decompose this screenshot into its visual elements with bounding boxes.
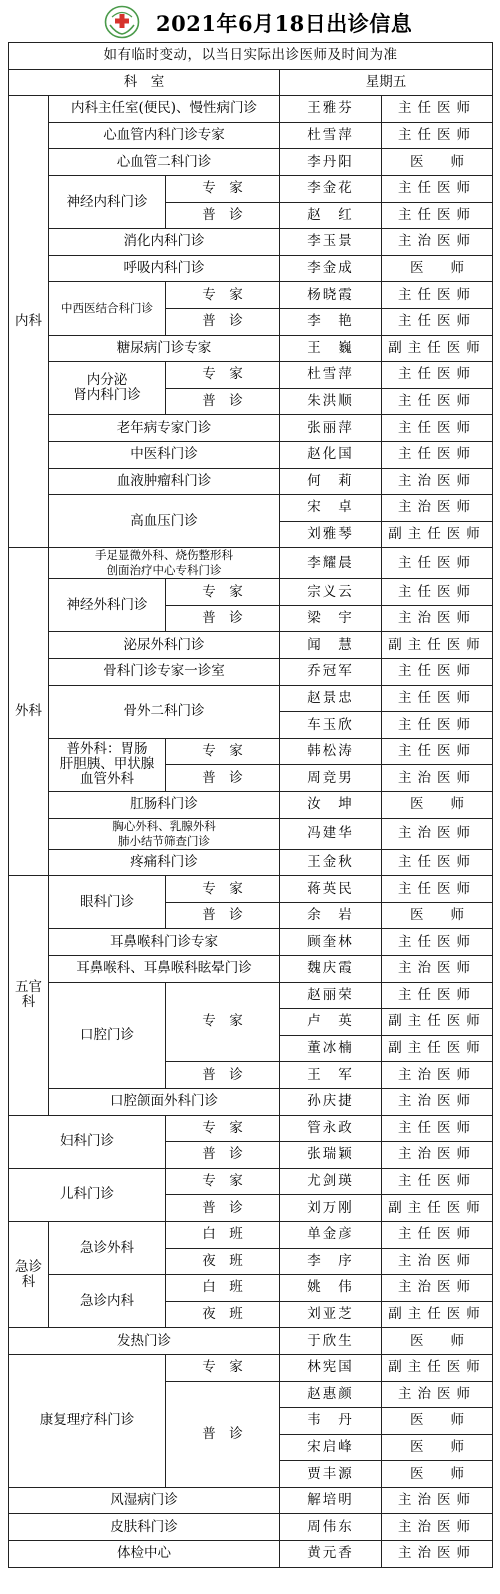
table-row: [9, 1487, 493, 1514]
table-row: [9, 495, 493, 522]
doctor-name: 闻 慧: [280, 632, 382, 659]
visit-type: 专 家: [166, 876, 280, 903]
doctor-name: 王 军: [280, 1062, 382, 1089]
doctor-title: 医 师: [382, 1434, 493, 1461]
table-row: [9, 415, 493, 442]
doctor-name: 赵惠颜: [280, 1381, 382, 1408]
dept-name: 儿科门诊: [9, 1168, 166, 1221]
doctor-name: 余 岩: [280, 902, 382, 929]
doctor-name: 李金成: [280, 255, 382, 282]
dept-name-line: 肺小结节筛查门诊: [118, 833, 210, 848]
doctor-name: 王 巍: [280, 335, 382, 362]
doctor-name: 魏庆霞: [280, 956, 382, 983]
doctor-name: 周竞男: [280, 765, 382, 792]
table-row: [9, 282, 493, 309]
doctor-name: 王雅芬: [280, 96, 382, 123]
visit-type: 夜 班: [166, 1248, 280, 1275]
table-row: [9, 335, 493, 362]
doctor-title: 主治医师: [382, 468, 493, 495]
dept-name-line: 肝胆胰、甲状腺: [59, 756, 155, 773]
dept-name: 骨外二科门诊: [49, 685, 280, 738]
day-header: 星期五: [280, 69, 493, 96]
visit-type: 普 诊: [166, 308, 280, 335]
doctor-name: 宋 卓: [280, 495, 382, 522]
visit-type: 夜 班: [166, 1301, 280, 1328]
dept-name: [49, 362, 166, 415]
doctor-title: 主任医师: [382, 659, 493, 686]
table-row: [9, 1168, 493, 1195]
dept-name: 风湿病门诊: [9, 1487, 280, 1514]
doctor-title: 主任医师: [382, 712, 493, 739]
dept-name-line: 普外科：胃肠: [66, 741, 148, 758]
doctor-name: 车玉欣: [280, 712, 382, 739]
doctor-name: 韩松涛: [280, 738, 382, 765]
table-row: [9, 1221, 493, 1248]
doctor-title: 副主任医师: [382, 335, 493, 362]
doctor-title: 主任医师: [382, 1115, 493, 1142]
table-row: [9, 468, 493, 495]
dept-name: [49, 738, 166, 791]
category-neike: 内科: [9, 96, 49, 548]
table-row: [9, 1541, 493, 1568]
doctor-name: 冯建华: [280, 818, 382, 849]
doctor-title: 主任医师: [382, 175, 493, 202]
doctor-name: 李耀晨: [280, 548, 382, 579]
table-row: [9, 849, 493, 876]
doctor-title: 主任医师: [382, 96, 493, 123]
dept-name: [49, 818, 280, 849]
dept-name: 高血压门诊: [49, 495, 280, 548]
dept-name: 康复理疗科门诊: [9, 1354, 166, 1487]
visit-type: 专 家: [166, 282, 280, 309]
doctor-name: 于欣生: [280, 1328, 382, 1355]
doctor-name: 宋启峰: [280, 1434, 382, 1461]
doctor-name: 杨晓霞: [280, 282, 382, 309]
doctor-name: 周伟东: [280, 1514, 382, 1541]
dept-name: 耳鼻喉科门诊专家: [49, 929, 280, 956]
visit-type: 专 家: [166, 175, 280, 202]
doctor-title: 主任医师: [382, 441, 493, 468]
doctor-name: 解培明: [280, 1487, 382, 1514]
dept-header: 科 室: [9, 69, 280, 96]
table-row: [9, 1354, 493, 1381]
table-row: [9, 255, 493, 282]
doctor-title: 副主任医师: [382, 521, 493, 548]
visit-type: 普 诊: [166, 1062, 280, 1089]
doctor-name: 单金彦: [280, 1221, 382, 1248]
dept-name: 内科主任室(便民)、慢性病门诊: [49, 96, 280, 123]
doctor-name: 梁 宇: [280, 605, 382, 632]
dept-name: 神经内科门诊: [49, 175, 166, 228]
visit-type: 专 家: [166, 1168, 280, 1195]
table-row: [9, 685, 493, 712]
doctor-name: 蒋英民: [280, 876, 382, 903]
doctor-title: 主治医师: [382, 1088, 493, 1115]
table-row: [9, 441, 493, 468]
table-row: [9, 659, 493, 686]
dept-name: 心血管二科门诊: [49, 149, 280, 176]
doctor-name: 顾奎林: [280, 929, 382, 956]
doctor-name: 赵 红: [280, 202, 382, 229]
doctor-title: 副主任医师: [382, 632, 493, 659]
dept-name-line: 创面治疗中心专科门诊: [106, 563, 222, 578]
dept-name: 发热门诊: [9, 1328, 280, 1355]
dept-name-line: 肾内科门诊: [73, 387, 141, 404]
doctor-name: 黄元香: [280, 1541, 382, 1568]
table-row: [9, 1514, 493, 1541]
visit-type: 专 家: [166, 1115, 280, 1142]
table-row: [9, 548, 493, 579]
table-row: [9, 1088, 493, 1115]
doctor-name: 何 莉: [280, 468, 382, 495]
doctor-name: 李 艳: [280, 308, 382, 335]
dept-name: 神经外科门诊: [49, 579, 166, 632]
visit-type: 专 家: [166, 738, 280, 765]
dept-name-line: 胸心外科、乳腺外科: [112, 818, 216, 833]
dept-name: 皮肤科门诊: [9, 1514, 280, 1541]
doctor-title: 主治医师: [382, 956, 493, 983]
schedule-table: [8, 42, 493, 1568]
doctor-name: 李玉景: [280, 229, 382, 256]
table-row: [9, 362, 493, 389]
visit-type: 白 班: [166, 1221, 280, 1248]
notice-text: 如有临时变动，以当日实际出诊医师及时间为准: [9, 43, 493, 70]
category-waike: 外科: [9, 548, 49, 876]
dept-name-line: 手足显微外科、烧伤整形科: [95, 548, 233, 563]
dept-name: 血液肿瘤科门诊: [49, 468, 280, 495]
dept-name: 急诊内科: [49, 1275, 166, 1328]
doctor-title: 主任医师: [382, 685, 493, 712]
doctor-title: 主治医师: [382, 1514, 493, 1541]
visit-type: 普 诊: [166, 1381, 280, 1487]
doctor-name: 贾丰源: [280, 1461, 382, 1488]
doctor-title: 副主任医师: [382, 1009, 493, 1036]
table-row: [9, 96, 493, 123]
doctor-title: 主治医师: [382, 818, 493, 849]
doctor-title: 医 师: [382, 792, 493, 819]
visit-type: 普 诊: [166, 902, 280, 929]
doctor-name: 赵景忠: [280, 685, 382, 712]
dept-name: 口腔门诊: [49, 982, 166, 1088]
visit-type: 专 家: [166, 1354, 280, 1381]
dept-name: 呼吸内科门诊: [49, 255, 280, 282]
doctor-name: 杜雪萍: [280, 122, 382, 149]
visit-type: 普 诊: [166, 1142, 280, 1169]
doctor-name: 卢 英: [280, 1009, 382, 1036]
doctor-title: 医 师: [382, 149, 493, 176]
doctor-title: 主治医师: [382, 495, 493, 522]
doctor-name: 韦 丹: [280, 1408, 382, 1435]
header: [8, 0, 492, 42]
hospital-logo-icon: [104, 5, 140, 39]
visit-type: 普 诊: [166, 765, 280, 792]
doctor-title: 副主任医师: [382, 1354, 493, 1381]
doctor-name: 林宪国: [280, 1354, 382, 1381]
header-row: [9, 69, 493, 96]
doctor-title: 副主任医师: [382, 1195, 493, 1222]
doctor-title: 主治医师: [382, 1062, 493, 1089]
doctor-title: 主任医师: [382, 579, 493, 606]
table-row: [9, 122, 493, 149]
dept-name: 中西医结合科门诊: [49, 282, 166, 335]
doctor-title: 主治医师: [382, 229, 493, 256]
dept-name: [49, 548, 280, 579]
table-row: [9, 632, 493, 659]
table-row: [9, 1328, 493, 1355]
dept-name-line: 内分泌: [86, 372, 128, 389]
doctor-title: 医 师: [382, 902, 493, 929]
doctor-name: 赵化国: [280, 441, 382, 468]
doctor-name: 朱洪顺: [280, 388, 382, 415]
dept-name: 耳鼻喉科、耳鼻喉科眩晕门诊: [49, 956, 280, 983]
table-row: [9, 929, 493, 956]
dept-name: 老年病专家门诊: [49, 415, 280, 442]
doctor-title: 主治医师: [382, 1248, 493, 1275]
table-row: [9, 792, 493, 819]
visit-type: 专 家: [166, 982, 280, 1062]
doctor-title: 主任医师: [382, 388, 493, 415]
table-row: [9, 579, 493, 606]
table-row: [9, 1115, 493, 1142]
doctor-name: 张瑞颖: [280, 1142, 382, 1169]
doctor-title: 主任医师: [382, 308, 493, 335]
dept-name: 心血管内科门诊专家: [49, 122, 280, 149]
doctor-title: 主任医师: [382, 738, 493, 765]
doctor-title: 主任医师: [382, 849, 493, 876]
doctor-name: 赵丽荣: [280, 982, 382, 1009]
doctor-title: 医 师: [382, 1328, 493, 1355]
doctor-title: 主治医师: [382, 1487, 493, 1514]
doctor-title: 主治医师: [382, 605, 493, 632]
dept-name: 泌尿外科门诊: [49, 632, 280, 659]
visit-type: 专 家: [166, 362, 280, 389]
visit-type: 专 家: [166, 579, 280, 606]
page-title: 2021年6月18日出诊信息: [156, 11, 413, 36]
doctor-title: 副主任医师: [382, 1035, 493, 1062]
doctor-title: 主任医师: [382, 876, 493, 903]
table-row: [9, 149, 493, 176]
dept-name: 眼科门诊: [49, 876, 166, 929]
doctor-name: 宗义云: [280, 579, 382, 606]
dept-name: 中医科门诊: [49, 441, 280, 468]
dept-name: 口腔颌面外科门诊: [49, 1088, 280, 1115]
doctor-title: 主治医师: [382, 1541, 493, 1568]
doctor-name: 李金花: [280, 175, 382, 202]
table-row: [9, 229, 493, 256]
doctor-name: 管永政: [280, 1115, 382, 1142]
category-wuguan: 五官科: [9, 876, 49, 1115]
doctor-title: 医 师: [382, 255, 493, 282]
visit-type: 普 诊: [166, 202, 280, 229]
doctor-name: 杜雪萍: [280, 362, 382, 389]
table-row: [9, 956, 493, 983]
doctor-name: 李 序: [280, 1248, 382, 1275]
doctor-title: 主任医师: [382, 362, 493, 389]
doctor-title: 主任医师: [382, 282, 493, 309]
dept-name: 糖尿病门诊专家: [49, 335, 280, 362]
doctor-name: 刘雅琴: [280, 521, 382, 548]
doctor-title: 主任医师: [382, 929, 493, 956]
table-row: [9, 1275, 493, 1302]
doctor-name: 尤剑瑛: [280, 1168, 382, 1195]
doctor-title: 主任医师: [382, 122, 493, 149]
visit-type: 普 诊: [166, 1195, 280, 1222]
doctor-title: 主治医师: [382, 1381, 493, 1408]
dept-name: 骨科门诊专家一诊室: [49, 659, 280, 686]
dept-name: 肛肠科门诊: [49, 792, 280, 819]
doctor-title: 主治医师: [382, 765, 493, 792]
doctor-name: 王金秋: [280, 849, 382, 876]
doctor-title: 医 师: [382, 1461, 493, 1488]
table-row: [9, 175, 493, 202]
doctor-name: 张丽萍: [280, 415, 382, 442]
doctor-title: 主任医师: [382, 548, 493, 579]
doctor-title: 医 师: [382, 1408, 493, 1435]
visit-type: 普 诊: [166, 388, 280, 415]
doctor-title: 主任医师: [382, 1168, 493, 1195]
doctor-name: 董冰楠: [280, 1035, 382, 1062]
doctor-name: 刘万刚: [280, 1195, 382, 1222]
notice-row: [9, 43, 493, 70]
dept-name: 急诊外科: [49, 1221, 166, 1274]
table-row: [9, 982, 493, 1009]
doctor-title: 副主任医师: [382, 1301, 493, 1328]
doctor-title: 主治医师: [382, 1275, 493, 1302]
doctor-name: 孙庆捷: [280, 1088, 382, 1115]
doctor-name: 刘亚芝: [280, 1301, 382, 1328]
doctor-title: 主任医师: [382, 1221, 493, 1248]
visit-type: 普 诊: [166, 605, 280, 632]
dept-name: 体检中心: [9, 1541, 280, 1568]
doctor-name: 李丹阳: [280, 149, 382, 176]
doctor-title: 主任医师: [382, 982, 493, 1009]
table-row: [9, 738, 493, 765]
dept-name: 消化内科门诊: [49, 229, 280, 256]
dept-name: 妇科门诊: [9, 1115, 166, 1168]
doctor-name: 姚 伟: [280, 1275, 382, 1302]
category-jizhen: 急诊科: [9, 1221, 49, 1327]
visit-type: 白 班: [166, 1275, 280, 1302]
table-row: [9, 818, 493, 849]
dept-name: 疼痛科门诊: [49, 849, 280, 876]
doctor-title: 主治医师: [382, 1142, 493, 1169]
doctor-title: 主任医师: [382, 415, 493, 442]
table-row: [9, 876, 493, 903]
dept-name-line: 血管外科: [80, 771, 134, 788]
doctor-name: 汝 坤: [280, 792, 382, 819]
doctor-name: 乔冠军: [280, 659, 382, 686]
doctor-title: 主任医师: [382, 202, 493, 229]
